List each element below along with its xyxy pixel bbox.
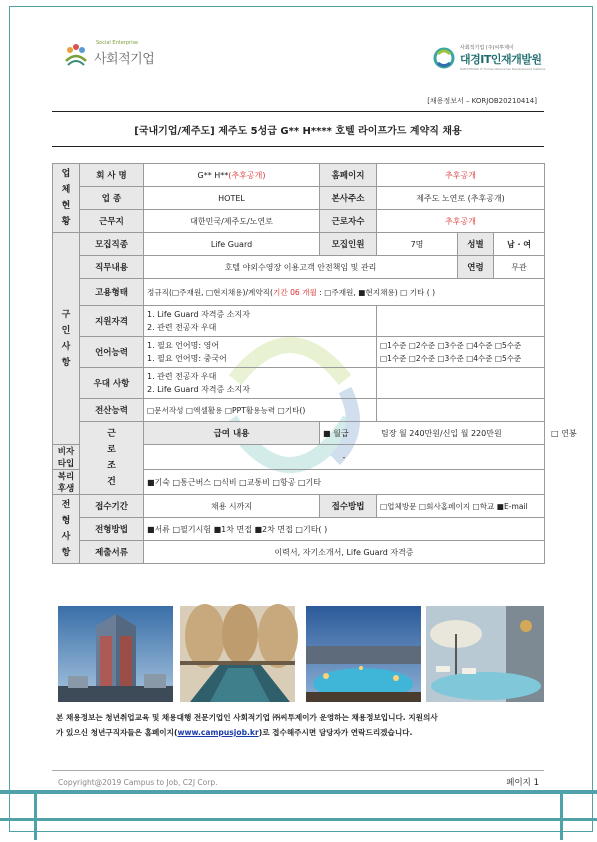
company-name-value <box>144 164 320 187</box>
employment-type-period: 기간 06 개월 <box>272 287 317 297</box>
pay-label: 급여 내용 <box>144 422 320 445</box>
social-enterprise-logo-text: 사회적기업 <box>94 51 155 67</box>
section-conditions <box>80 422 144 495</box>
language-item: 1. 필요 언어명: 영어 <box>147 341 220 350</box>
language-label: 언어능력 <box>80 337 144 368</box>
industry-label: 업 종 <box>80 187 144 210</box>
work-location-value: 대한민국/제주도/노연로 <box>144 210 320 233</box>
social-enterprise-logo-small: Social Enterprise <box>96 40 139 46</box>
age-value: 무관 <box>494 256 545 279</box>
work-location-label: 근무지 <box>80 210 144 233</box>
company-name-label: 회 사 명 <box>80 164 144 187</box>
qualification-empty <box>377 306 545 337</box>
visa-value: - <box>144 445 545 470</box>
screening-value: ■서류 □필기시험 ■1차 면접 ■2차 면접 □기타( ) <box>144 518 545 541</box>
pay-amount: 팀장 월 240만원/신입 월 220만원 <box>381 428 502 438</box>
hotel-photo-strip <box>56 606 544 702</box>
section-conditions-label: 근 로 조 건 <box>107 429 116 487</box>
employee-count-label: 근로자수 <box>320 210 377 233</box>
footer-rule <box>52 770 544 771</box>
rooftop-pool-photo <box>426 606 541 702</box>
daegyeong-it-logo <box>432 44 545 71</box>
period-value: 채용 시까지 <box>144 495 320 518</box>
bottom-strip-bottom <box>0 818 597 821</box>
language-item: 1. 필요 언어명: 중국어 <box>147 354 227 363</box>
section-process <box>53 495 80 564</box>
documents-value: 이력서, 자기소개서, Life Guard 자격증 <box>144 541 545 564</box>
notice-text <box>56 710 544 740</box>
section-recruit-label: 구 인 사 항 <box>61 309 71 368</box>
social-enterprise-logo <box>62 40 154 68</box>
company-name-suffix: (추후공개) <box>228 170 266 180</box>
daegyeong-it-logo-text: 대경IT인재개발원 <box>460 53 542 66</box>
visa-label: 비자타입 <box>53 445 80 470</box>
employment-type-a: 정규직(□주재원, □현지채용)/계약직( <box>147 287 273 297</box>
company-name-text: G** H** <box>197 170 229 180</box>
notice-line-2 <box>56 725 544 740</box>
title-top-rule <box>52 111 544 112</box>
preference-item: 2. Life Guard 자격증 소지자 <box>147 385 250 394</box>
documents-label: 제출서류 <box>80 541 144 564</box>
language-value <box>144 337 377 368</box>
section-process-label: 전 형 사 항 <box>61 500 71 558</box>
duty-value: 호텔 야외수영장 이용고객 안전책임 및 관리 <box>144 256 458 279</box>
headcount-value: 7명 <box>377 233 458 256</box>
preference-item: 1. 관련 전공자 우대 <box>147 372 217 381</box>
copyright-text: Copyright@2019 Campus to Job, C2J Corp. <box>58 778 218 787</box>
hq-address-value: 제주도 노연로 (추후공개) <box>377 187 545 210</box>
period-label: 접수기간 <box>80 495 144 518</box>
daegyeong-it-mark-icon <box>432 46 456 70</box>
document-number: [채용정보서 – KORJOB20210414] <box>427 97 537 105</box>
gender-label: 성별 <box>458 233 494 256</box>
title-bottom-rule <box>52 146 544 147</box>
outdoor-night-pool-photo <box>306 606 421 702</box>
notice-line-2a: 가 있으신 청년구직자들은 홈페이지( <box>56 728 178 737</box>
employment-type-c: : □주재원, ■현지채용) □ 기타 ( ) <box>316 287 436 297</box>
language-levels <box>377 337 545 368</box>
method-label: 접수방법 <box>320 495 377 518</box>
employee-count-value: 추후공개 <box>377 210 545 233</box>
section-recruit <box>53 233 80 445</box>
screening-label: 전형방법 <box>80 518 144 541</box>
page-title: [국내기업/제주도] 제주도 5성급 G** H**** 호텔 라이프가드 계약직 채용 <box>134 126 462 137</box>
qualification-item: 2. 관련 전공자 우대 <box>147 323 217 332</box>
position-value: Life Guard <box>144 233 320 256</box>
qualification-label: 지원자격 <box>80 306 144 337</box>
bottom-strip-left-bar <box>34 790 37 840</box>
computer-skill-empty <box>377 399 545 422</box>
industry-value: HOTEL <box>144 187 320 210</box>
preference-label: 우대 사항 <box>80 368 144 399</box>
bottom-decoration <box>0 790 597 840</box>
bottom-strip-right-bar <box>560 790 563 840</box>
computer-skill-value: □문서작성 □엑셀활용 □PPT활용능력 □기타() <box>144 399 377 422</box>
age-label: 연령 <box>458 256 494 279</box>
job-info-table <box>52 163 577 564</box>
social-enterprise-mark-icon <box>62 41 90 67</box>
position-label: 모집직종 <box>80 233 144 256</box>
language-level-row: □1수준 □2수준 □3수준 □4수준 □5수준 <box>380 341 522 350</box>
daegyeong-it-logo-small: 사회적기업 (주)씨투제이 <box>460 45 514 51</box>
pay-annual: □ 연봉 <box>551 428 577 438</box>
duty-label: 직무내용 <box>80 256 144 279</box>
notice-line-1: 본 채용정보는 청년취업교육 및 채용대행 전문기업인 사회적기업 ㈜씨투제이가 운영하는 채용정보입니다. 지원의사 <box>56 713 438 722</box>
computer-skill-label: 전산능력 <box>80 399 144 422</box>
indoor-pool-photo <box>180 606 295 702</box>
section-company <box>53 164 80 233</box>
gender-value: 남 · 여 <box>494 233 545 256</box>
daegyeong-it-logo-tiny: DAEGYEONG IT Human Resources Development Institute <box>460 67 546 71</box>
pay-type: ■ 월급 <box>323 428 349 438</box>
campusjob-link[interactable]: www.campusjob.kr <box>177 728 259 737</box>
headcount-label: 모집인원 <box>320 233 377 256</box>
employment-type-value <box>144 279 545 306</box>
section-company-label: 업 체 현 황 <box>61 169 71 227</box>
hotel-tower-photo <box>58 606 173 702</box>
page-number: 페이지 1 <box>506 778 539 788</box>
homepage-label: 홈페이지 <box>320 164 377 187</box>
preference-value <box>144 368 377 399</box>
welfare-value: ■기숙 □통근버스 □식비 □교통비 □항공 □기타 <box>144 470 545 495</box>
method-value: □업체방문 □회사홈페이지 □학교 ■E-mail <box>377 495 545 518</box>
notice-line-2b: )로 접수해주시면 담당자가 연락드리겠습니다. <box>258 728 413 737</box>
bottom-strip-top <box>0 790 597 794</box>
employment-type-label: 고용형태 <box>80 279 144 306</box>
welfare-label: 복리후생 <box>53 470 80 495</box>
homepage-value: 추후공개 <box>377 164 545 187</box>
preference-empty <box>377 368 545 399</box>
pay-value <box>320 422 577 445</box>
hq-address-label: 본사주소 <box>320 187 377 210</box>
qualification-value <box>144 306 377 337</box>
qualification-item: 1. Life Guard 자격증 소지자 <box>147 310 250 319</box>
language-level-row: □1수준 □2수준 □3수준 □4수준 □5수준 <box>380 354 522 363</box>
